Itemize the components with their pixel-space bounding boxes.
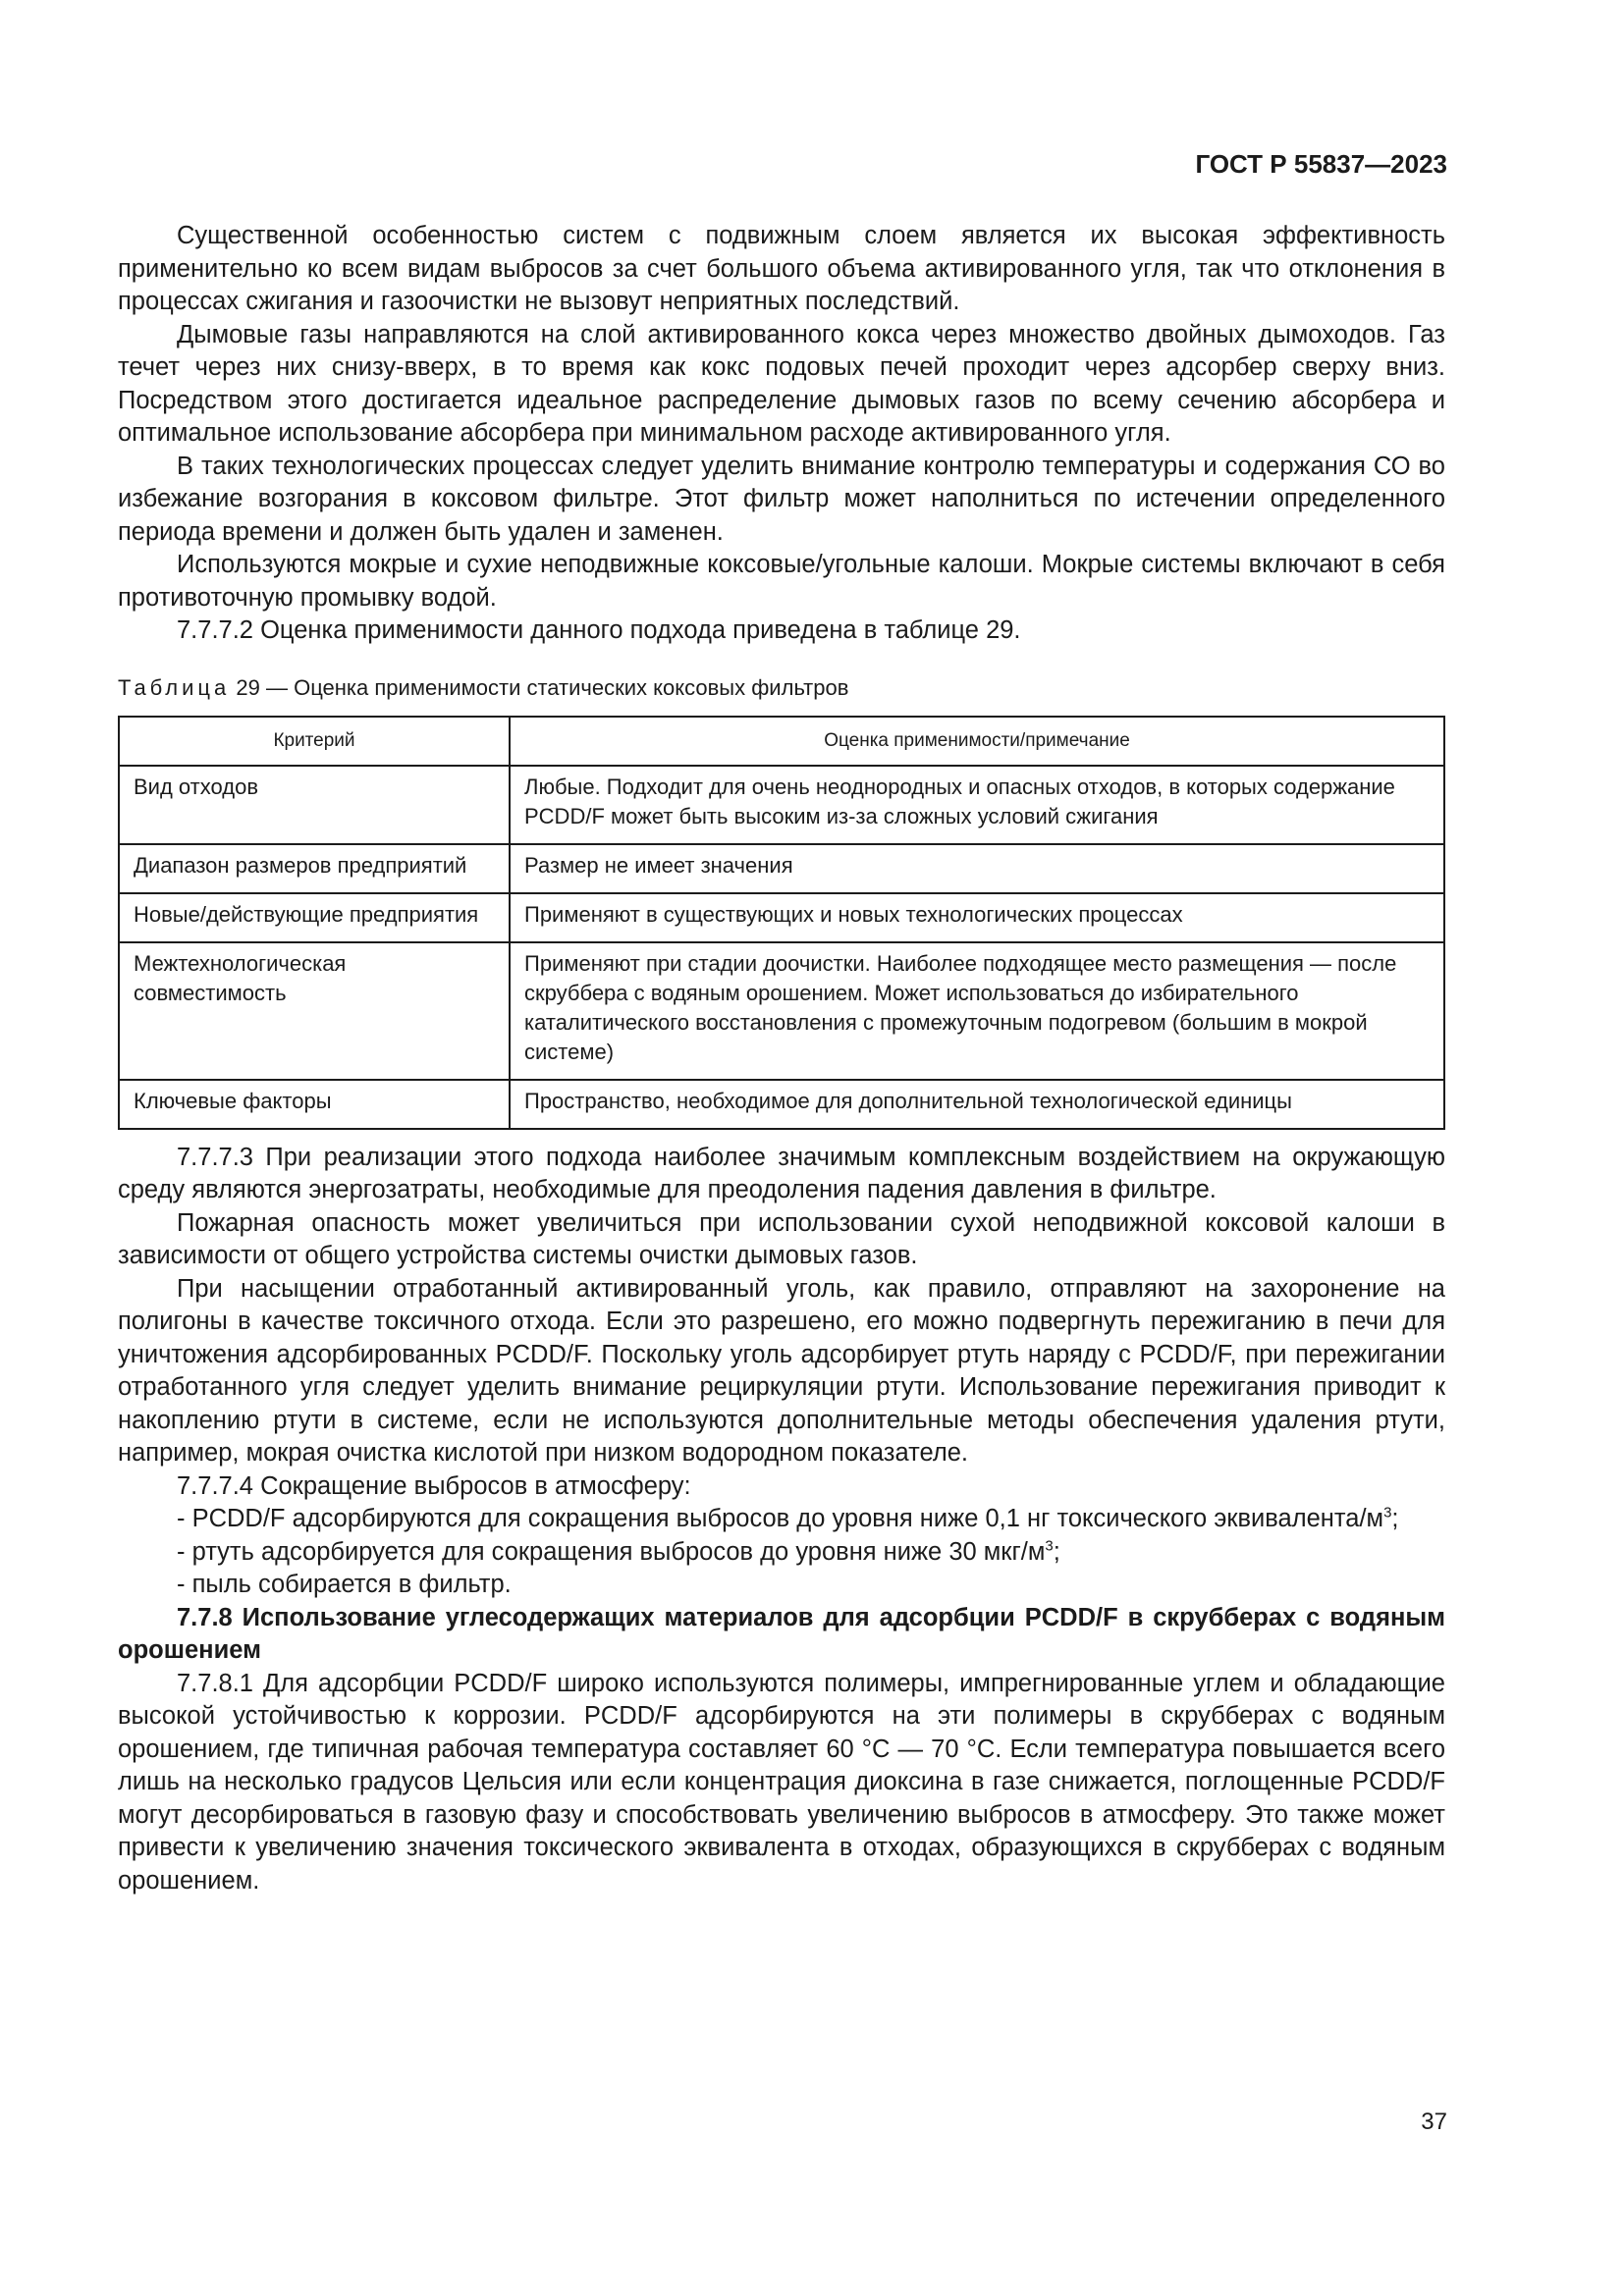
- list-item-tail: ;: [1391, 1505, 1399, 1532]
- table-row: [119, 942, 1444, 1080]
- assessment-cell: Применяют в существующих и новых технологических процессах: [510, 893, 1444, 942]
- criterion-cell: Диапазон размеров предприятий: [119, 844, 510, 893]
- table-caption: [118, 674, 1445, 702]
- table-row: [119, 1080, 1444, 1129]
- document-code: ГОСТ Р 55837—2023: [1195, 149, 1447, 179]
- table-reference-paragraph: 7.7.7.2 Оценка применимости данного подхода приведена в таблице 29.: [177, 616, 1021, 644]
- table-row: [119, 766, 1444, 844]
- column-header-criterion: Критерий: [119, 717, 510, 766]
- paragraph: 7.7.7.3 При реализации этого подхода наиболее значимым комплексным воздействием на окружающую среду являются энергозатраты, необходимые для преодоления падения давления в фильтре.: [118, 1143, 1445, 1203]
- paragraph: Используются мокрые и сухие неподвижные коксовые/угольные калоши. Мокрые системы включают в себя противоточную промывку водой.: [118, 551, 1445, 612]
- page-number: 37: [1421, 2109, 1447, 2135]
- list-item: [118, 1536, 1445, 1570]
- table-row: [119, 844, 1444, 893]
- criterion-cell: Новые/действующие предприятия: [119, 893, 510, 942]
- table-caption-word: Таблица: [118, 674, 231, 700]
- paragraph: Дымовые газы направляются на слой активированного кокса через множество двойных дымоходов. Газ течет через них снизу-вверх, в то время как кокс подовых печей проходит через адсорбер сверху вниз. Посредством этого достигается идеальное распределение дымовых газов по всему сечению абсорбера и оптимальное использование абсорбера при минимальном расходе активированного угля.: [118, 320, 1445, 447]
- assessment-cell: Пространство, необходимое для дополнительной технологической единицы: [510, 1080, 1444, 1129]
- paragraph: В таких технологических процессах следует уделить внимание контролю температуры и содержания СО во избежание возгорания в коксовом фильтре. Этот фильтр может наполниться по истечении определенного периода времени и должен быть удален и заменен.: [118, 452, 1445, 546]
- criterion-cell: Вид отходов: [119, 766, 510, 844]
- assessment-cell: Любые. Подходит для очень неоднородных и опасных отходов, в которых содержание PCDD/F может быть высоким из-за сложных условий сжигания: [510, 766, 1444, 844]
- list-item: [118, 1503, 1445, 1536]
- criterion-cell: Ключевые факторы: [119, 1080, 510, 1129]
- criterion-cell: Межтехнологическая совместимость: [119, 942, 510, 1080]
- list-item-text: - PCDD/F адсорбируются для сокращения выбросов до уровня ниже 0,1 нг токсического эквивалента/м: [177, 1505, 1384, 1532]
- assessment-cell: Применяют при стадии доочистки. Наиболее подходящее место размещения — после скруббера с водяным орошением. Может использоваться до избирательного каталитического восстановления с промежуточным подогревом (большим в мокрой системе): [510, 942, 1444, 1080]
- paragraph: 7.7.8.1 Для адсорбции PCDD/F широко используются полимеры, импрегнированные углем и обладающие высокой устойчивостью к коррозии. PCDD/F адсорбируются на эти полимеры в скрубберах с водяным орошением, где типичная рабочая температура составляет 60 °C — 70 °C. Если температура повышается всего лишь на несколько градусов Цельсия или если концентрация диоксина в газе снижается, поглощенные PCDD/F могут десорбироваться в газовую фазу и способствовать увеличению выбросов в атмосферу. Это также может привести к увеличению значения токсического эквивалента в отходах, образующихся в скрубберах с водяным орошением.: [118, 1669, 1445, 1895]
- page-body: [118, 220, 1445, 1897]
- list-item-tail: ;: [1053, 1537, 1060, 1566]
- paragraph: При насыщении отработанный активированный уголь, как правило, отправляют на захоронение на полигоны в качестве токсичного отхода. Если это разрешено, его можно подвергнуть пережиганию в печи для уничтожения адсорбированных PCDD/F. Поскольку уголь адсорбирует ртуть наряду с PCDD/F, при пережигании отработанного угля следует уделить внимание рециркуляции ртути. Использование пережигания приводит к накоплению ртути в системе, если не используются дополнительные методы обеспечения удаления ртути, например, мокрая очистка кислотой при низком водородном показателе.: [118, 1274, 1445, 1467]
- superscript: 3: [1045, 1537, 1054, 1554]
- column-header-assessment: Оценка применимости/примечание: [510, 717, 1444, 766]
- paragraph: 7.7.7.4 Сокращение выбросов в атмосферу:: [177, 1471, 691, 1500]
- table-caption-text: 29 — Оценка применимости статических коксовых фильтров: [236, 674, 849, 700]
- applicability-table: [118, 716, 1445, 1130]
- list-item-text: - ртуть адсорбируется для сокращения выбросов до уровня ниже 30 мкг/м: [177, 1537, 1046, 1566]
- superscript: 3: [1383, 1504, 1392, 1522]
- list-item: - пыль собирается в фильтр.: [177, 1571, 512, 1598]
- paragraph: Существенной особенностью систем с подвижным слоем является их высокая эффективность применительно ко всем видам выбросов за счет большого объема активированного угля, так что отклонения в процессах сжигания и газоочистки не вызовут неприятных последствий.: [118, 222, 1445, 315]
- paragraph: Пожарная опасность может увеличиться при использовании сухой неподвижной коксовой калоши в зависимости от общего устройства системы очистки дымовых газов.: [118, 1208, 1445, 1269]
- table-header-row: [119, 717, 1444, 766]
- assessment-cell: Размер не имеет значения: [510, 844, 1444, 893]
- section-heading: 7.7.8 Использование углесодержащих материалов для адсорбции PCDD/F в скрубберах с водяным орошением: [118, 1603, 1445, 1664]
- table-row: [119, 893, 1444, 942]
